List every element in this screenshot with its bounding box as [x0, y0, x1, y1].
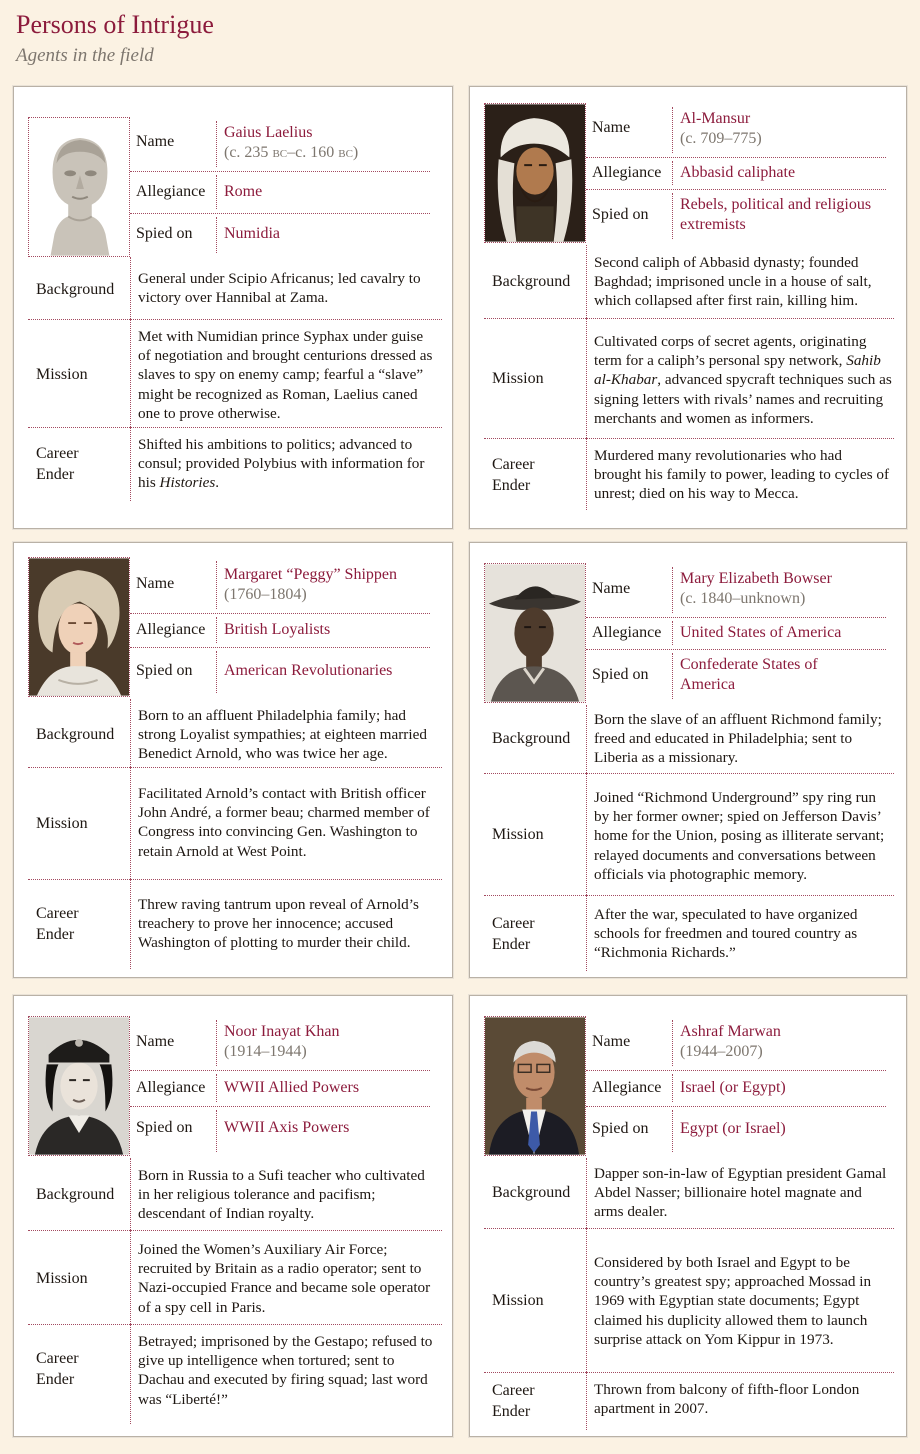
career-ender-row	[484, 1372, 894, 1430]
spied-on-label: Spied on	[592, 666, 649, 683]
agent-name: Ashraf Marwan	[680, 1023, 781, 1040]
spied-on-value: Rebels, political and religious extremists	[680, 196, 872, 233]
spied-on-value: Confederate States of America	[680, 656, 818, 693]
background-text: Dapper son-in-law of Egyptian president Gamal Abdel Nasser; billionaire hotel magnate and arms dealer.	[594, 1165, 887, 1221]
mission-row	[28, 767, 442, 880]
portrait-image	[28, 1016, 130, 1156]
background-row	[28, 699, 442, 768]
details-block	[28, 699, 442, 969]
name-label: Name	[592, 580, 631, 597]
name-row	[130, 557, 430, 614]
name-row	[586, 563, 886, 618]
details-block	[484, 245, 894, 505]
mission-label: Mission	[492, 1292, 544, 1309]
details-block	[484, 705, 894, 971]
portrait-image	[484, 1016, 586, 1156]
details-block	[28, 257, 442, 507]
career-ender-label: Career Ender	[36, 445, 79, 483]
agent-dates: (c. 235 bc–c. 160 bc)	[224, 144, 359, 161]
name-row	[130, 1016, 430, 1071]
career-ender-text: Thrown from balcony of fifth-floor London apartment in 2007.	[594, 1381, 860, 1418]
allegiance-value: United States of America	[680, 624, 842, 641]
spied-on-label: Spied on	[592, 1120, 649, 1137]
woman-in-hat-photo-icon	[485, 564, 585, 702]
mission-text: Considered by both Israel and Egypt to be country’s greatest spy; approached Mossad in 1969 with Egyptian state documents; Egypt claimed his duplicity allowed them to launch surprise attack on Yom Kippur in 1973.	[594, 1254, 872, 1348]
career-ender-text: Threw raving tantrum upon reveal of Arnold’s treachery to prove her innocence; accused Washington of plotting to murder their child.	[138, 896, 419, 952]
details-block	[484, 1158, 894, 1430]
allegiance-value: Abbasid caliphate	[680, 164, 796, 181]
spied-on-label: Spied on	[136, 662, 193, 679]
agent-name: Al-Mansur	[680, 110, 751, 127]
agent-dates: (1760–1804)	[224, 586, 307, 603]
spied-on-value: WWII Axis Powers	[224, 1119, 350, 1136]
agent-card-al-mansur	[469, 86, 907, 529]
agent-name-value	[680, 1022, 781, 1062]
allegiance-row	[130, 1070, 430, 1107]
mission-row	[28, 319, 442, 428]
career-ender-label: Career Ender	[492, 915, 535, 953]
identity-block	[130, 557, 430, 697]
allegiance-value: Rome	[224, 183, 263, 200]
woman-in-uniform-photo-icon	[29, 1017, 129, 1155]
mission-text: Met with Numidian prince Syphax under guise of negotiation and brought centurions dressed as slaves to spy on enemy camp; fearful a “slave” might be recognized as Roman, Laelius caned one to prove otherwise.	[138, 328, 433, 422]
background-row	[28, 1158, 442, 1231]
spied-on-row	[586, 189, 886, 243]
background-row	[484, 1158, 894, 1229]
name-label: Name	[592, 119, 631, 136]
agent-dates: (c. 709–775)	[680, 130, 762, 147]
allegiance-row	[130, 171, 430, 214]
agent-name-value	[680, 109, 762, 149]
agent-name-value	[680, 569, 832, 609]
portrait-image	[28, 557, 130, 697]
career-ender-row	[28, 427, 442, 501]
name-row	[130, 117, 430, 172]
allegiance-value: WWII Allied Powers	[224, 1079, 360, 1096]
allegiance-label: Allegiance	[592, 1079, 662, 1096]
spied-on-value: Egypt (or Israel)	[680, 1120, 786, 1137]
identity-block	[586, 563, 886, 703]
agent-card-noor-inayat-khan	[13, 995, 453, 1437]
portrait-image	[484, 103, 586, 243]
career-ender-text: Shifted his ambitions to politics; advanced to consul; provided Polybius with information for his Histories.	[138, 436, 425, 492]
marble-bust-icon	[29, 118, 129, 256]
agent-name: Mary Elizabeth Bowser	[680, 570, 832, 587]
allegiance-value: Israel (or Egypt)	[680, 1079, 786, 1096]
allegiance-row	[586, 157, 886, 190]
allegiance-label: Allegiance	[136, 621, 206, 638]
career-ender-text: Murdered many revolutionaries who had brought his family to power, leading to cycles of unrest; died on his way to Mecca.	[594, 447, 890, 503]
spied-on-row	[130, 647, 430, 697]
mission-row	[484, 773, 894, 896]
agent-name-value	[224, 565, 397, 605]
spied-on-label: Spied on	[136, 1119, 193, 1136]
spied-on-row	[586, 1106, 886, 1156]
spied-on-row	[130, 1106, 430, 1156]
spied-on-label: Spied on	[592, 206, 649, 223]
allegiance-row	[130, 613, 430, 648]
spied-on-label: Spied on	[136, 225, 193, 242]
background-row	[484, 245, 894, 319]
allegiance-label: Allegiance	[136, 1079, 206, 1096]
mission-label: Mission	[36, 815, 88, 832]
career-ender-label: Career Ender	[36, 1350, 79, 1388]
page-title: Persons of Intrigue	[16, 10, 214, 39]
agent-card-mary-elizabeth-bowser	[469, 542, 907, 978]
identity-block	[130, 1016, 430, 1156]
career-ender-label: Career Ender	[36, 905, 79, 943]
background-label: Background	[36, 726, 115, 743]
career-ender-text: After the war, speculated to have organized schools for freedmen and toured country as “Richmonia Richards.”	[594, 906, 858, 962]
name-row	[586, 103, 886, 158]
background-text: Born the slave of an affluent Richmond family; freed and educated in Philadelphia; sent to Liberia as a missionary.	[594, 711, 882, 767]
career-ender-row	[484, 895, 894, 971]
turbaned-man-painting-icon	[485, 104, 585, 242]
background-label: Background	[492, 273, 571, 290]
background-text: General under Scipio Africanus; led cavalry to victory over Hannibal at Zama.	[138, 270, 421, 307]
mission-text: Cultivated corps of secret agents, originating term for a caliph’s personal spy network, Sahib al-Khabar, advanced spycraft techniques such as signing letters with rivals’ names and recruiting merchants and women as informers.	[594, 333, 892, 427]
name-label: Name	[136, 133, 175, 150]
mission-text: Joined “Richmond Underground” spy ring run by her former owner; spied on Jefferson Davis’ home for the Union, posing as illiterate servant; relayed documents and conversations between officials via photographic memory.	[594, 789, 885, 883]
mission-row	[484, 1228, 894, 1373]
career-ender-row	[484, 438, 894, 510]
agent-card-gaius-laelius	[13, 86, 453, 529]
background-text: Second caliph of Abbasid dynasty; founded Baghdad; imprisoned uncle in a house of salt, which collapsed after first rain, killing him.	[594, 254, 872, 310]
agent-dates: (1914–1944)	[224, 1043, 307, 1060]
spied-on-row	[130, 213, 430, 257]
background-text: Born to an affluent Philadelphia family; had strong Loyalist sympathies; at eighteen married Benedict Arnold, who was twice her age.	[138, 707, 427, 763]
background-row	[28, 257, 442, 320]
spied-on-value: American Revolutionaries	[224, 662, 393, 679]
spied-on-value: Numidia	[224, 225, 280, 242]
powdered-hair-woman-painting-icon	[29, 558, 129, 696]
name-row	[586, 1016, 886, 1071]
agent-dates: (1944–2007)	[680, 1043, 763, 1060]
allegiance-row	[586, 1070, 886, 1107]
mission-row	[484, 318, 894, 439]
career-ender-text: Betrayed; imprisoned by the Gestapo; refused to give up intelligence when tortured; sent to Dachau and executed by firing squad; last word was “Liberté!”	[138, 1333, 433, 1408]
career-ender-row	[28, 879, 442, 969]
career-ender-label: Career Ender	[492, 456, 535, 494]
identity-block	[586, 103, 886, 243]
background-label: Background	[492, 730, 571, 747]
allegiance-label: Allegiance	[592, 164, 662, 181]
mission-label: Mission	[492, 370, 544, 387]
allegiance-label: Allegiance	[136, 183, 206, 200]
allegiance-value: British Loyalists	[224, 621, 331, 638]
mission-row	[28, 1230, 442, 1325]
identity-block	[130, 117, 430, 257]
details-block	[28, 1158, 442, 1430]
portrait-image	[28, 117, 130, 257]
agent-name: Noor Inayat Khan	[224, 1023, 340, 1040]
agent-name: Gaius Laelius	[224, 124, 313, 141]
page-subtitle: Agents in the field	[16, 45, 154, 66]
agent-name-value	[224, 1022, 340, 1062]
spied-on-row	[586, 649, 886, 703]
portrait-image	[484, 563, 586, 703]
allegiance-label: Allegiance	[592, 624, 662, 641]
mission-label: Mission	[492, 826, 544, 843]
agent-dates: (c. 1840–unknown)	[680, 590, 806, 607]
agent-name: Margaret “Peggy” Shippen	[224, 566, 397, 583]
man-in-suit-photo-icon	[485, 1017, 585, 1155]
background-label: Background	[36, 1186, 115, 1203]
agent-name-value	[224, 123, 358, 163]
name-label: Name	[136, 575, 175, 592]
mission-text: Facilitated Arnold’s contact with British officer John André, a former beau; charmed member of Congress into convincing Gen. Washington to retain Arnold at West Point.	[138, 785, 430, 860]
mission-text: Joined the Women’s Auxiliary Air Force; recruited by Britain as a radio operator; sent to Nazi-occupied France and became sole operator of a spy cell in Paris.	[138, 1241, 431, 1316]
mission-label: Mission	[36, 366, 88, 383]
name-label: Name	[592, 1033, 631, 1050]
mission-label: Mission	[36, 1270, 88, 1287]
agent-card-ashraf-marwan	[469, 995, 907, 1437]
background-label: Background	[36, 281, 115, 298]
career-ender-row	[28, 1324, 442, 1424]
identity-block	[586, 1016, 886, 1156]
career-ender-label: Career Ender	[492, 1382, 535, 1420]
name-label: Name	[136, 1033, 175, 1050]
background-text: Born in Russia to a Sufi teacher who cultivated in her religious tolerance and pacifism; descendant of Indian royalty.	[138, 1167, 425, 1223]
background-row	[484, 705, 894, 774]
background-label: Background	[492, 1184, 571, 1201]
agent-card-peggy-shippen	[13, 542, 453, 978]
allegiance-row	[586, 617, 886, 650]
